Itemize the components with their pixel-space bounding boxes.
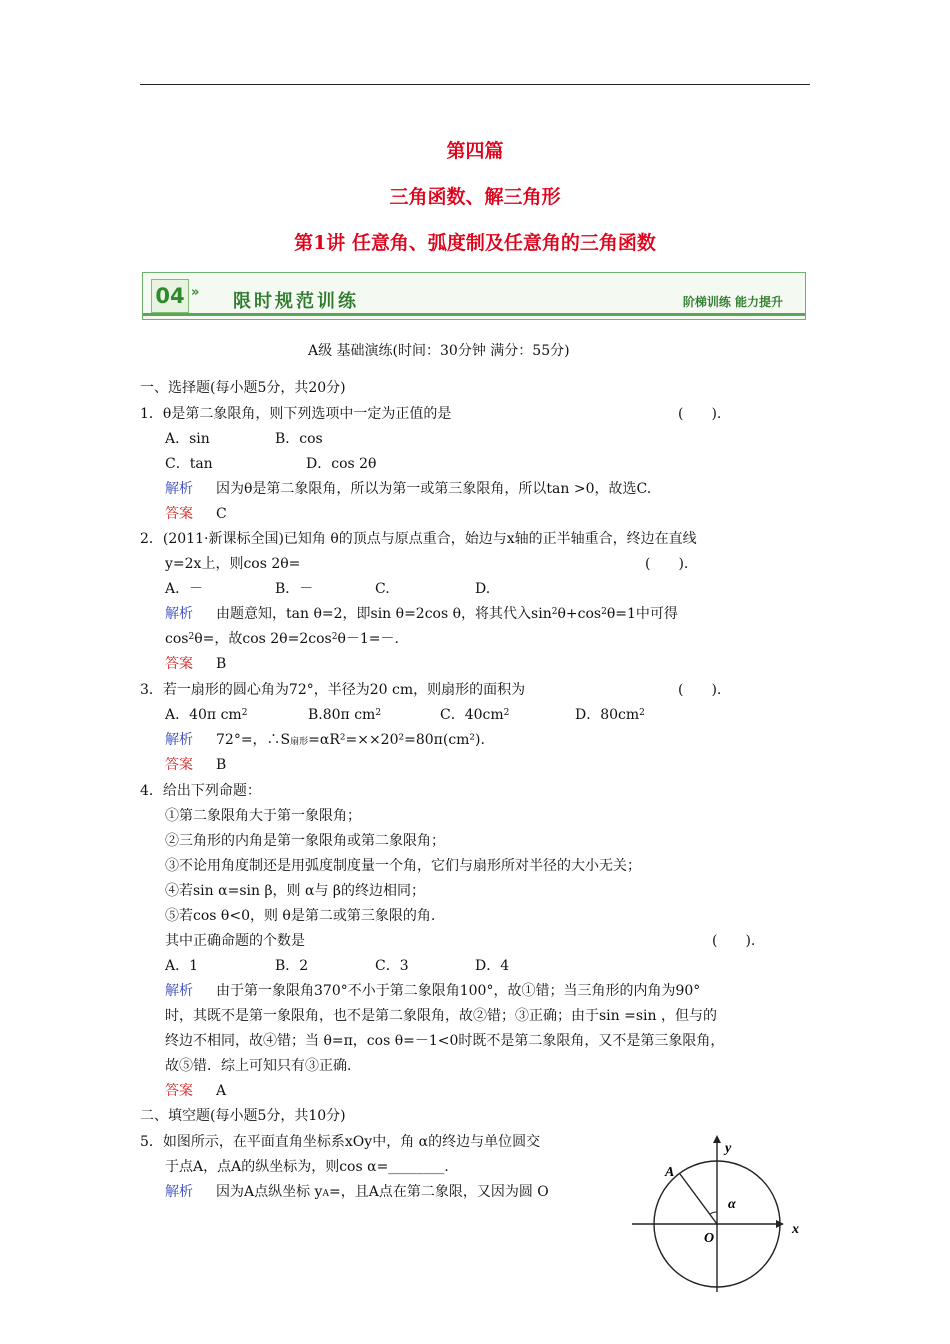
q2-analysis-line1-b: θ+cos <box>557 606 602 622</box>
q4-analysis-line: 终边不相同，故④错；当 θ=π，cos θ=－1<0时既不是第二象限角，又不是第三象限角， <box>165 1033 725 1049</box>
q3-answer: B <box>216 757 227 773</box>
q4-answer-label: 答案 <box>165 1083 193 1099</box>
q2-stem-line2: y=2x上，则cos 2θ= <box>165 556 301 572</box>
q3-option-a-sup: 2 <box>241 708 248 718</box>
q4-item: ②三角形的内角是第一象限角或第二象限角； <box>165 833 445 849</box>
q3-analysis-sub: 扇形 <box>290 737 309 747</box>
q5-stem-line2: 于点A，点A的纵坐标为，则cos α=________. <box>165 1159 449 1175</box>
q1-analysis-label: 解析 <box>165 481 193 497</box>
q4-question: 其中正确命题的个数是 <box>165 933 305 949</box>
q3-option-d-text: D．80cm <box>575 707 640 723</box>
q1-paren: ( ). <box>678 406 722 422</box>
q3-answer-label: 答案 <box>165 757 193 773</box>
q4-analysis-line: 时，其既不是第一象限角，也不是第二象限角，故②错；③正确；由于sin =sin ，但与的 <box>165 1008 717 1024</box>
q3-analysis-a: 72°=，∴S <box>216 732 291 748</box>
q3-option-c-text: C．40cm <box>440 707 504 723</box>
q3-analysis-label: 解析 <box>165 732 193 748</box>
q5-stem-line1: 5．如图所示，在平面直角坐标系xOy中，角 α的终边与单位圆交 <box>140 1134 541 1150</box>
q1-stem: 1．θ是第二象限角，则下列选项中一定为正值的是 <box>140 406 452 422</box>
q3-option-b <box>308 706 381 724</box>
q2-option-a: A．－ <box>165 581 204 597</box>
q4-option-c: C．3 <box>375 958 409 974</box>
q1-analysis: 因为θ是第二象限角，所以为第一或第三象限角，所以tan >0，故选C. <box>216 481 652 497</box>
banner-badge: 04 <box>151 279 189 313</box>
training-banner <box>142 272 806 320</box>
q4-item: ④若sin α=sin β，则 α与 β的终边相同； <box>165 883 425 899</box>
q1-answer: C <box>216 506 227 522</box>
q4-analysis-label: 解析 <box>165 983 193 999</box>
q2-sup-4: 2 <box>331 632 338 642</box>
q5-analysis <box>216 1183 549 1203</box>
q3-paren: ( ). <box>678 682 722 698</box>
q2-analysis-line1 <box>216 605 678 623</box>
q3-option-c-sup: 2 <box>503 708 510 718</box>
chapter-title: 三角函数、解三角形 <box>389 186 561 208</box>
q5-analysis-sub: A <box>322 1189 329 1199</box>
q2-option-b: B．－ <box>275 581 314 597</box>
q2-stem-line1: 2．(2011·新课标全国)已知角 θ的顶点与原点重合，始边与x轴的正半轴重合，终边在直线 <box>140 531 697 547</box>
banner-stripe <box>143 313 805 316</box>
unit-circle-figure <box>632 1132 832 1292</box>
q1-option-a: A．sin <box>165 431 210 447</box>
q2-analysis-line1-c: θ=1中可得 <box>606 606 678 622</box>
q3-stem: 3．若一扇形的圆心角为72°，半径为20 cm，则扇形的面积为 <box>140 682 526 698</box>
y-label: y <box>725 1141 732 1156</box>
alpha-label: α <box>728 1197 736 1212</box>
origin-label: O <box>704 1231 715 1246</box>
q3-option-a <box>165 706 247 724</box>
q4-stem: 4．给出下列命题： <box>140 783 261 799</box>
q5-analysis-label: 解析 <box>165 1184 193 1200</box>
y-axis-arrow-icon <box>713 1135 721 1143</box>
q4-analysis-line: 故⑤错．综上可知只有③正确. <box>165 1058 352 1074</box>
q2-sup-3: 2 <box>188 632 195 642</box>
q4-answer: A <box>216 1083 227 1099</box>
q2-analysis-line2-c: θ－1=－. <box>337 631 399 647</box>
section-fill-heading: 二、填空题(每小题5分，共10分) <box>140 1108 346 1124</box>
q5-analysis-b: =，且A点在第二象限，又因为圆 O <box>328 1184 549 1200</box>
q1-option-c: C．tan <box>165 456 213 472</box>
q2-analysis-line2 <box>165 630 399 648</box>
angle-arc <box>710 1212 717 1214</box>
q4-item: ⑤若cos θ<0，则 θ是第二或第三象限的角. <box>165 908 436 924</box>
lecture-title: 第1讲 任意角、弧度制及任意角的三角函数 <box>294 232 656 254</box>
q4-item: ③不论用角度制还是用弧度制度量一个角，它们与扇形所对半径的大小无关； <box>165 858 641 874</box>
q1-answer-label: 答案 <box>165 506 193 522</box>
q2-analysis-line2-b: θ=，故cos 2θ=2cos <box>194 631 332 647</box>
q2-option-d: D. <box>475 581 491 597</box>
q5-analysis-a: 因为A点纵坐标 y <box>216 1184 323 1200</box>
q2-analysis-label: 解析 <box>165 606 193 622</box>
q2-paren: ( ). <box>645 556 689 572</box>
level-line: A级 基础演练(时间：30分钟 满分：55分) <box>308 343 570 359</box>
q4-option-d: D．4 <box>475 958 510 974</box>
q3-analysis-b: =αR²=××20²=80π(cm²). <box>308 732 485 748</box>
q3-option-d <box>575 706 645 724</box>
q2-sup-2: 2 <box>601 607 607 617</box>
q3-option-d-sup: 2 <box>639 708 645 718</box>
q4-option-b: B．2 <box>275 958 309 974</box>
q3-analysis <box>216 731 485 751</box>
x-label: x <box>792 1222 799 1237</box>
q1-option-d: D．cos 2θ <box>306 456 377 472</box>
part-title: 第四篇 <box>446 140 504 162</box>
q1-option-b: B．cos <box>275 431 323 447</box>
q3-option-b-text: B.80π cm <box>308 707 376 723</box>
terminal-side <box>680 1174 717 1224</box>
q3-option-b-sup: 2 <box>375 708 382 718</box>
q2-analysis-line1-a: 由题意知，tan θ=2，即sin θ=2cos θ，将其代入sin <box>216 606 552 622</box>
q3-option-c <box>440 706 509 724</box>
q4-option-a: A．1 <box>165 958 199 974</box>
q2-option-c: C. <box>375 581 390 597</box>
header-rule <box>140 84 810 85</box>
point-a-label: A <box>665 1165 675 1180</box>
q4-analysis-line: 由于第一象限角370°不小于第二象限角100°，故①错；当三角形的内角为90° <box>216 983 701 999</box>
q2-answer-label: 答案 <box>165 656 193 672</box>
q2-analysis-line2-a: cos <box>165 631 189 647</box>
q2-sup-1: 2 <box>551 607 558 617</box>
section-choice-heading: 一、选择题(每小题5分，共20分) <box>140 380 346 396</box>
q2-answer: B <box>216 656 227 672</box>
banner-title: 限时规范训练 <box>233 291 359 312</box>
chevron-icon: » <box>191 285 200 300</box>
q4-paren: ( ). <box>712 933 756 949</box>
banner-subtitle: 阶梯训练 能力提升 <box>682 295 783 309</box>
q4-item: ①第二象限角大于第一象限角； <box>165 808 361 824</box>
q3-option-a-text: A．40π cm <box>165 707 242 723</box>
